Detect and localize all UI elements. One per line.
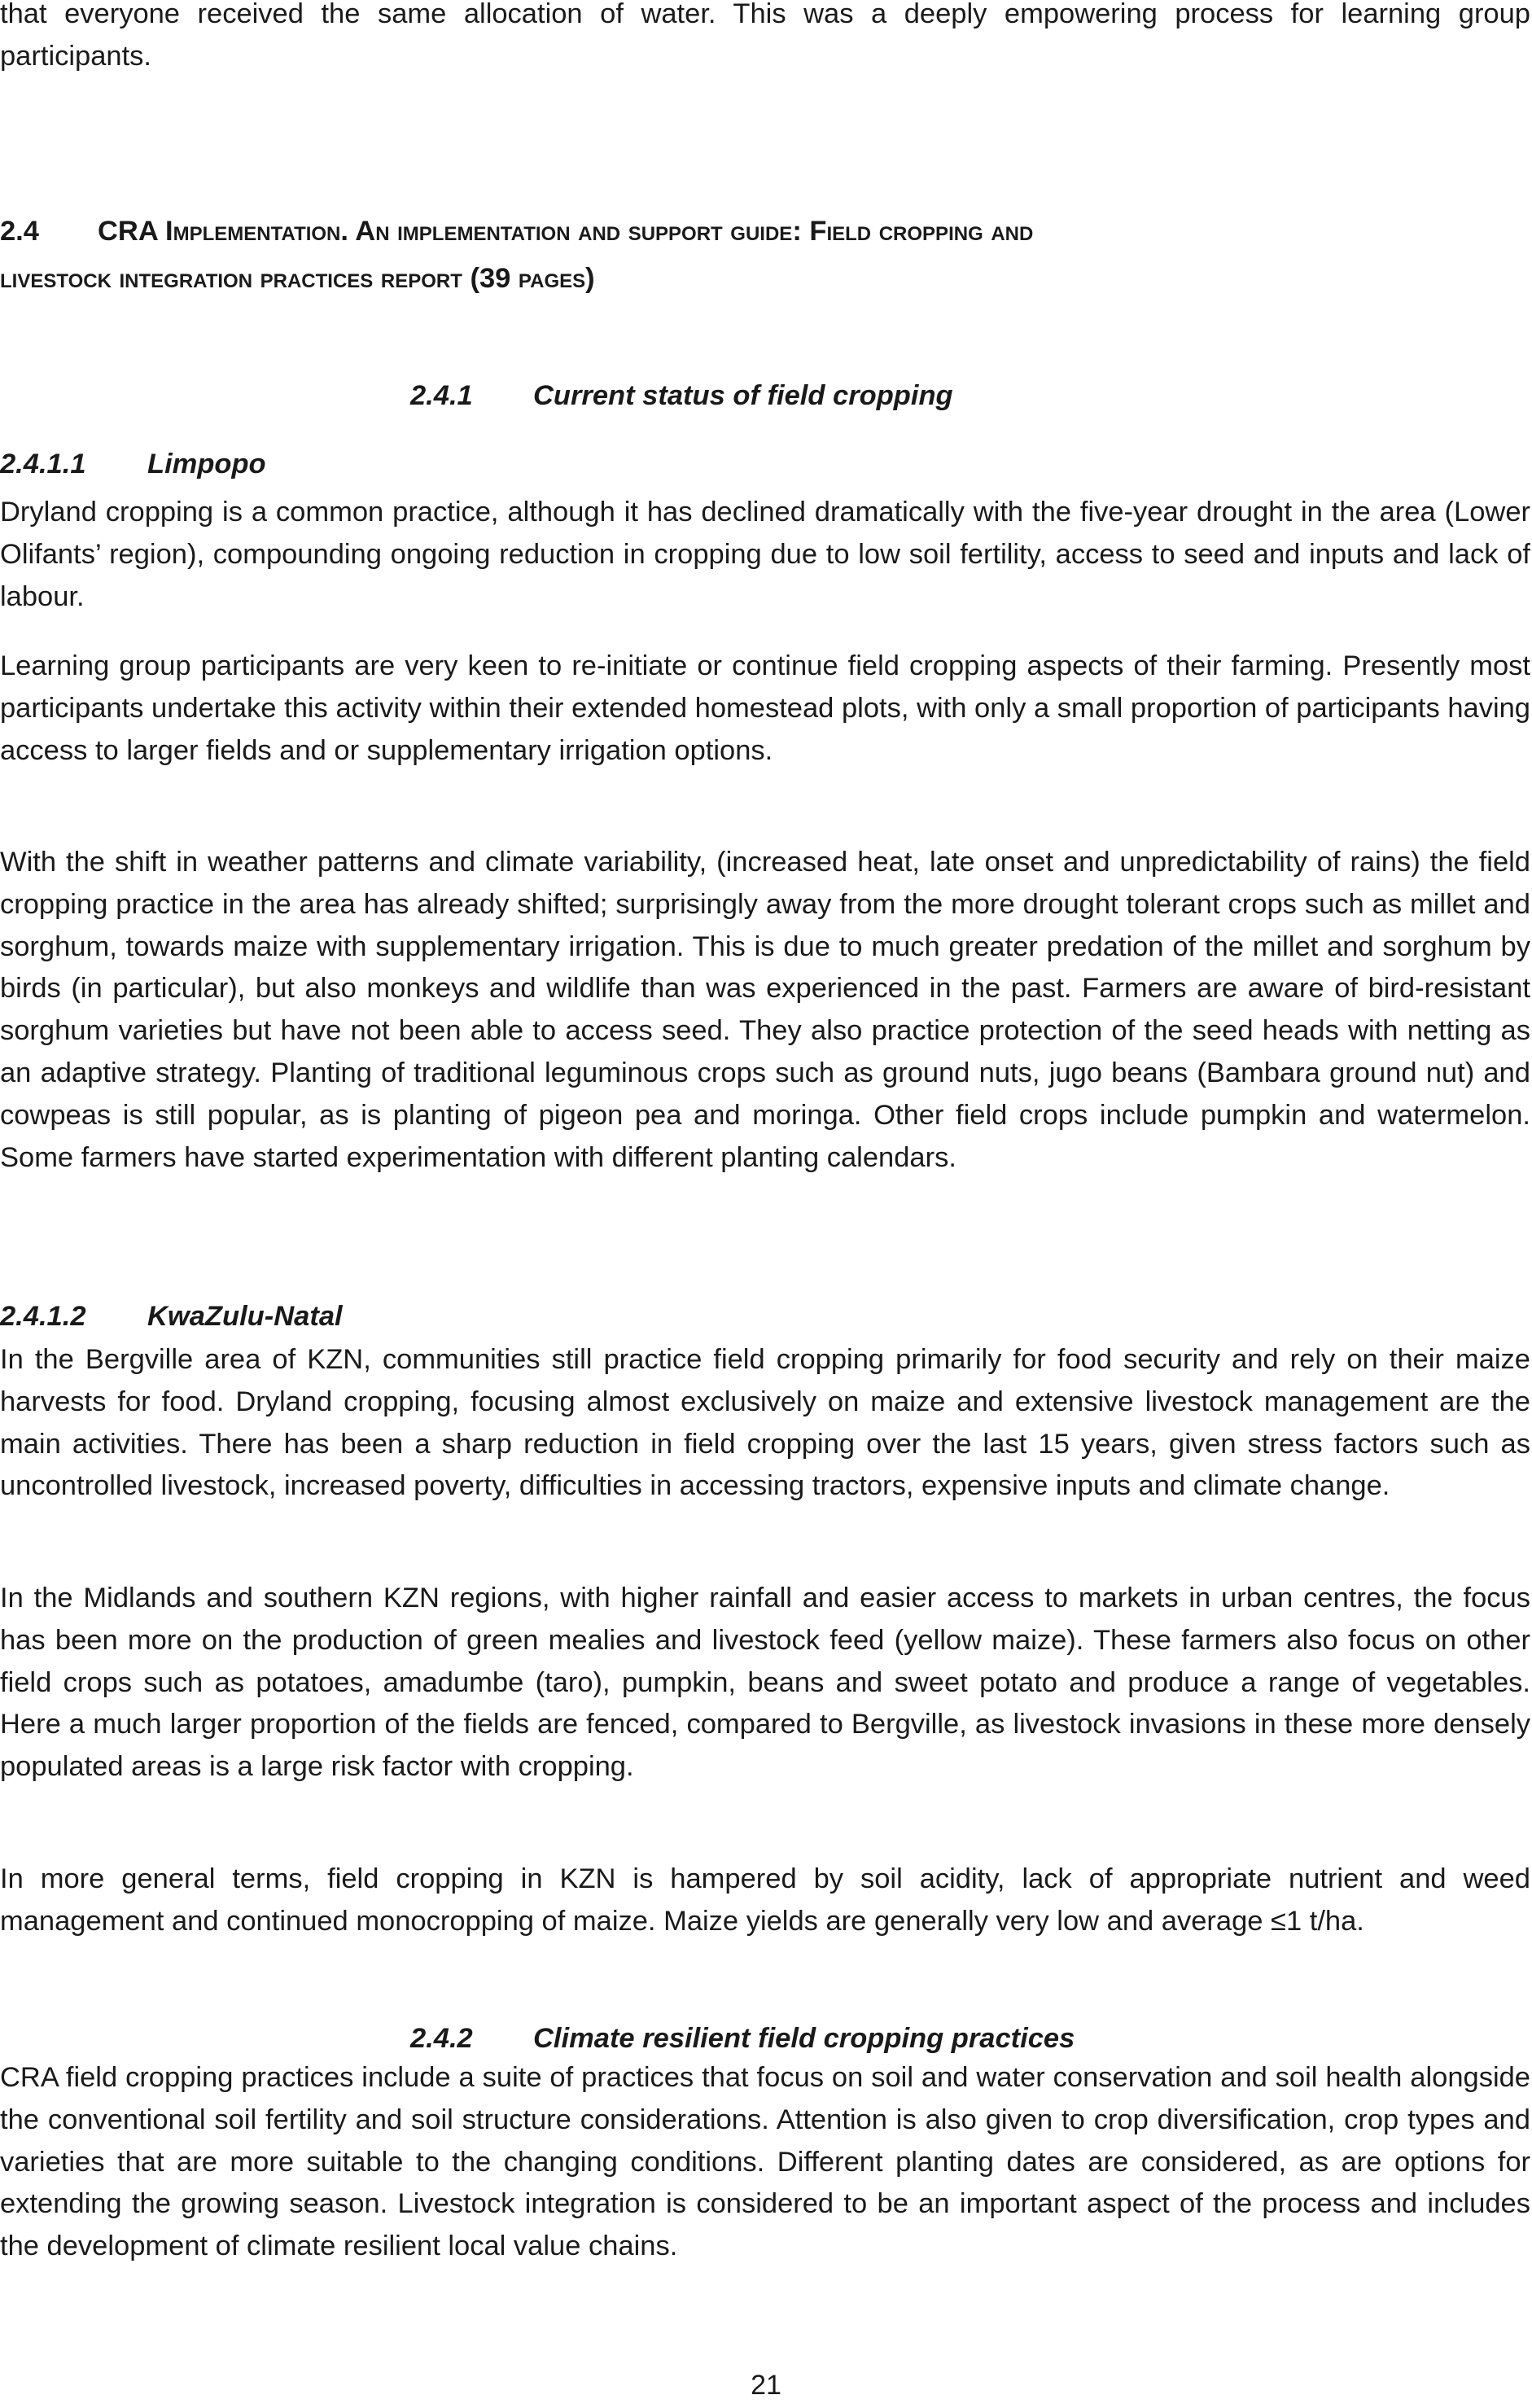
section-number: 2.4 bbox=[0, 216, 39, 247]
subsubsection-title: KwaZulu-Natal bbox=[147, 1301, 343, 1332]
intro-paragraph: that everyone received the same allocation of water. This was a deeply empowering process for learning group participants. bbox=[0, 0, 1530, 72]
section-title-line1: CRA Implementation. An implementation and support guide: Field cropping and bbox=[98, 216, 1034, 247]
kzn-paragraph-1: In the Bergville area of KZN, communities still practice field cropping primarily for food security and rely on their maize harvests for food. Dryland cropping, focusing almost exclusively on maize and extensive livestock management are the main activities. There has been a sharp reduction in field cropping over the last 15 years, given stress factors such as uncontrolled livestock, increased poverty, difficulties in accessing tractors, expensive inputs and climate change. bbox=[0, 1344, 1530, 1502]
limpopo-paragraph-1: Dryland cropping is a common practice, although it has declined dramatically with the five-year drought in the area (Lower Olifants’ region), compounding ongoing reduction in cropping due to low soil fertility, access to seed and inputs and lack of labour. bbox=[0, 497, 1530, 612]
subsubsection-number: 2.4.1.2 bbox=[0, 1301, 86, 1332]
subsection-number: 2.4.1 bbox=[410, 380, 473, 411]
kzn-paragraph-2: In the Midlands and southern KZN regions, with higher rainfall and easier access to markets in urban centres, the focus has been more on the production of green mealies and livestock feed (yellow maize). These farmers also focus on other field crops such as potatoes, amadumbe (taro), pumpkin, beans and sweet potato and produce a range of vegetables. Here a much larger proportion of the fields are fenced, compared to Bergville, as livestock invasions in these more densely populated areas is a large risk factor with cropping. bbox=[0, 1583, 1530, 1783]
practices-paragraph: CRA field cropping practices include a suite of practices that focus on soil and water conservation and soil health alongside the conventional soil fertility and soil structure considerations. Attention is also given to crop diversification, crop types and varieties that are more suitable to the changing conditions. Different planting dates are considered, as are options for extending the growing season. Livestock integration is considered to be an important aspect of the process and includes the development of climate resilient local value chains. bbox=[0, 2062, 1530, 2262]
limpopo-paragraph-3: With the shift in weather patterns and climate variability, (increased heat, late onset and unpredictability of rains) the field cropping practice in the area has already shifted; surprisingly away from the more drought tolerant crops such as millet and sorghum, towards maize with supplementary irrigation. This is due to much greater predation of the millet and sorghum by birds (in particular), but also monkeys and wildlife than was experienced in the past. Farmers are aware of bird-resistant sorghum varieties but have not been able to access seed. They also practice protection of the seed heads with netting as an adaptive strategy. Planting of traditional leguminous crops such as ground nuts, jugo beans (Bambara ground nut) and cowpeas is still popular, as is planting of pigeon pea and moringa. Other field crops include pumpkin and watermelon. Some farmers have started experimentation with different planting calendars. bbox=[0, 847, 1530, 1173]
page-number: 21 bbox=[751, 2370, 781, 2401]
subsubsection-2-4-1-2-heading bbox=[0, 1298, 343, 1334]
subsubsection-number: 2.4.1.1 bbox=[0, 449, 86, 479]
subsubsection-2-4-1-1-heading bbox=[0, 446, 266, 482]
subsection-title: Climate resilient field cropping practices bbox=[533, 2023, 1075, 2054]
limpopo-paragraph-2: Learning group participants are very keen to re-initiate or continue field cropping aspects of their farming. Presently most participants undertake this activity within their extended homestead plots, with only a small proportion of participants having access to larger fields and or supplementary irrigation options. bbox=[0, 650, 1530, 766]
kzn-paragraph-3: In more general terms, field cropping in KZN is hampered by soil acidity, lack of appropriate nutrient and weed management and continued monocropping of maize. Maize yields are generally very low and average ≤1 t/ha. bbox=[0, 1863, 1530, 1937]
subsubsection-title: Limpopo bbox=[147, 449, 266, 479]
subsection-2-4-1-heading bbox=[410, 378, 953, 414]
subsection-title: Current status of field cropping bbox=[533, 380, 953, 411]
subsection-number: 2.4.2 bbox=[410, 2023, 473, 2054]
subsection-2-4-2-heading bbox=[410, 2021, 1075, 2056]
section-title-line2: livestock integration practices report (39 pages) bbox=[0, 263, 595, 294]
section-2-4-heading bbox=[0, 208, 1530, 302]
